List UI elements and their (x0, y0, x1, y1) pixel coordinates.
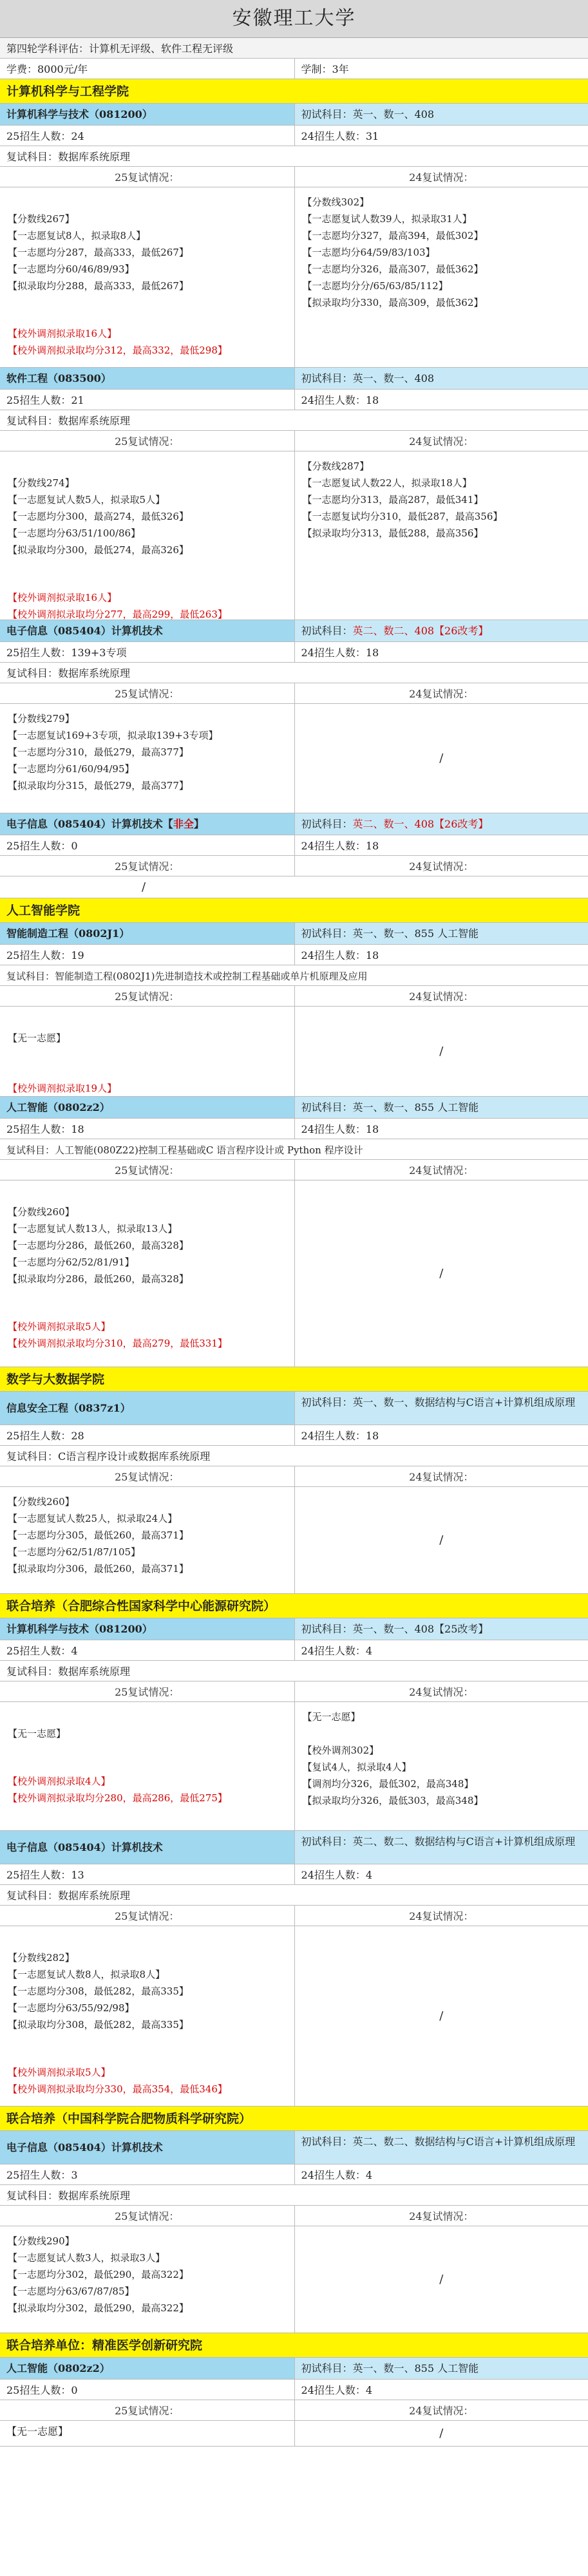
quota-row (0, 642, 588, 663)
quota-24: 24招生人数：4 (294, 1640, 588, 1660)
quota-24: 24招生人数：31 (294, 126, 588, 146)
program-name: 电子信息（085404）计算机技术【非全】 (0, 813, 294, 835)
program-name: 计算机科学与技术（081200） (0, 104, 294, 125)
retest-24-detail: / (294, 1180, 588, 1367)
retest-24-header: 24复试情况： (294, 1681, 588, 1701)
exam-subjects: 初试科目：英一、数一、408 (294, 368, 588, 389)
retest-25-header: 25复试情况： (115, 860, 180, 873)
quota-25: 25招生人数：139+3专项 (6, 647, 127, 659)
retest-24-header: 24复试情况： (294, 1160, 588, 1180)
retest-24-detail: / (294, 1926, 588, 2106)
program-row (0, 923, 588, 945)
program-name: 电子信息（085404）计算机技术 (0, 620, 294, 641)
retest-detail-row (0, 187, 588, 368)
quota-row (0, 2380, 588, 2400)
retest-row (0, 1446, 588, 1466)
quota-25: 25招生人数：24 (6, 130, 84, 142)
retest-detail-row (0, 1487, 588, 1594)
program-row (0, 2131, 588, 2164)
fee-row (0, 59, 588, 79)
quota-24: 24招生人数：18 (294, 945, 588, 965)
quota-25: 25招生人数：13 (6, 1869, 84, 1881)
retest-header-row (0, 431, 588, 451)
college-header (0, 1367, 588, 1392)
retest-25-detail: 【分数线260】 【一志愿复试人数25人，拟录取24人】 【一志愿均分305，最低260，最高371】 【一志愿均分62/51/87/105】 【拟录取均分306，最低260，最高371】 (8, 1496, 189, 1575)
program-row (0, 2358, 588, 2380)
quota-row (0, 1425, 588, 1446)
program-row (0, 1392, 588, 1425)
retest-detail-row (0, 876, 588, 898)
retest-detail-row (0, 1926, 588, 2107)
program-row (0, 104, 588, 126)
retest-25-header: 25复试情况： (115, 1686, 180, 1698)
retest-subject: 复试科目：数据库系统原理 (6, 2190, 131, 2202)
retest-detail-row (0, 451, 588, 620)
first-choice-stats: 【无一志愿】 (8, 1728, 66, 1739)
quota-row (0, 126, 588, 146)
quota-row (0, 835, 588, 856)
program-name: 软件工程（083500） (0, 368, 294, 389)
retest-subject: 复试科目：智能制造工程(0802J1)先进制造技术或控制工程基础或单片机原理及应用 (6, 971, 368, 982)
quota-25: 25招生人数：28 (6, 1430, 84, 1442)
retest-24-detail: / (294, 2226, 588, 2333)
program-name: 电子信息（085404）计算机技术 (0, 2131, 294, 2164)
college-title: 联合培养单位：精准医学创新研究院 (0, 2333, 588, 2357)
quota-25: 25招生人数：19 (6, 949, 84, 961)
quota-25: 25招生人数：18 (6, 1123, 84, 1135)
retest-25-detail: 【无一志愿】 (6, 2425, 69, 2438)
retest-detail-row (0, 2421, 588, 2447)
program-name: 人工智能（0802z2） (0, 1097, 294, 1118)
retest-25-header: 25复试情况： (115, 2405, 180, 2417)
retest-25-detail (0, 187, 294, 367)
quota-row (0, 2164, 588, 2185)
retest-subject: 复试科目：数据库系统原理 (6, 1889, 131, 1902)
retest-24-detail: 【无一志愿】 【校外调剂302】 【复试4人，拟录取4人】 【调剂均分326，最低302，最高348】 【拟录取均分326，最低303，最高348】 (294, 1702, 588, 1830)
retest-25-header: 25复试情况： (115, 688, 180, 700)
retest-25-header: 25复试情况： (115, 2210, 180, 2222)
program-name: 智能制造工程（0802J1） (0, 923, 294, 944)
program-row (0, 620, 588, 642)
quota-row (0, 1640, 588, 1661)
adjust-stats: 【校外调剂拟录取16人】 【校外调剂拟录取均分277，最高299，最低263】 (8, 592, 227, 620)
retest-24-header: 24复试情况： (294, 167, 588, 187)
quota-row (0, 1119, 588, 1139)
retest-detail-row (0, 1180, 588, 1367)
retest-24-detail: / (294, 1007, 588, 1096)
college-title: 数学与大数据学院 (0, 1367, 588, 1391)
quota-25: 25招生人数：21 (6, 394, 84, 406)
college-title: 计算机科学与工程学院 (0, 79, 588, 103)
retest-header-row (0, 1160, 588, 1180)
retest-detail-row (0, 704, 588, 813)
quota-25: 25招生人数：0 (6, 2384, 78, 2396)
retest-24-detail: 【分数线302】 【一志愿复试人数39人，拟录取31人】 【一志愿均分327，最高394，最低302】 【一志愿均分64/59/83/103】 【一志愿均分326，最高307，最低362】 【一志愿均分分/65/63/85/112】 【拟录取均分330，最高309，最低362】 (294, 187, 588, 367)
quota-25: 25招生人数：3 (6, 2169, 78, 2181)
retest-subject: 复试科目：数据库系统原理 (6, 151, 131, 163)
quota-24: 24招生人数：4 (294, 2164, 588, 2184)
retest-subject: 复试科目：数据库系统原理 (6, 415, 131, 427)
college-header (0, 898, 588, 923)
program-row (0, 1097, 588, 1119)
retest-row (0, 965, 588, 986)
retest-25-detail (0, 451, 294, 620)
eval-text: 第四轮学科评估：计算机无评级、软件工程无评级 (6, 43, 234, 55)
first-choice-stats: 【分数线260】 【一志愿复试人数13人，拟录取13人】 【一志愿均分286，最低260，最高328】 【一志愿均分62/52/81/91】 【拟录取均分286，最低260，最高328】 (8, 1206, 189, 1285)
program-row (0, 1618, 588, 1640)
retest-25-header: 25复试情况： (115, 1910, 180, 1922)
first-choice-stats: 【无一志愿】 (8, 1032, 66, 1044)
quota-25: 25招生人数：4 (6, 1645, 78, 1657)
retest-subject: 复试科目：数据库系统原理 (6, 667, 131, 679)
retest-header-row (0, 2206, 588, 2226)
quota-24: 24招生人数：18 (294, 1119, 588, 1139)
retest-header-row (0, 683, 588, 704)
duration-text: 学制：3年 (294, 59, 588, 79)
retest-row (0, 2185, 588, 2206)
college-header (0, 79, 588, 104)
exam-label: 初试科目： (301, 818, 353, 830)
college-title: 联合培养（合肥综合性国家科学中心能源研究院） (0, 1594, 588, 1618)
retest-detail: / (142, 880, 146, 894)
retest-header-row (0, 1466, 588, 1487)
retest-header-row (0, 856, 588, 876)
retest-row (0, 663, 588, 683)
retest-25-header: 25复试情况： (115, 435, 180, 448)
exam-label: 初试科目： (301, 625, 353, 637)
university-title: 安徽理工大学 (0, 0, 588, 38)
retest-24-header: 24复试情况： (294, 1466, 588, 1486)
retest-row (0, 1885, 588, 1906)
retest-24-detail: / (294, 704, 588, 813)
retest-25-detail (0, 1007, 294, 1096)
retest-25-header: 25复试情况： (115, 990, 180, 1003)
quota-25: 25招生人数：0 (6, 840, 78, 852)
retest-24-detail: 【分数线287】 【一志愿复试人数22人，拟录取18人】 【一志愿均分313，最高287，最低341】 【一志愿复试均分310，最低287，最高356】 【拟录取均分313，最低288，最高356】 (294, 451, 588, 620)
exam-subjects: 初试科目：英二、数二、数据结构与C语言+计算机组成原理 (294, 2131, 588, 2164)
retest-24-header: 24复试情况： (294, 856, 588, 876)
retest-row (0, 146, 588, 167)
retest-24-header: 24复试情况： (294, 1906, 588, 1926)
first-choice-stats: 【分数线274】 【一志愿复试人数5人，拟录取5人】 【一志愿均分300，最高274，最低326】 【一志愿均分63/51/100/86】 【拟录取均分300，最低274，最高326】 (8, 477, 189, 556)
adjust-stats: 【校外调剂拟录取5人】 【校外调剂拟录取均分310，最高279，最低331】 (8, 1321, 227, 1349)
quota-row (0, 945, 588, 965)
quota-24: 24招生人数：18 (294, 642, 588, 662)
quota-row (0, 1864, 588, 1885)
retest-header-row (0, 1681, 588, 1702)
quota-24: 24招生人数：4 (294, 2380, 588, 2400)
college-header (0, 1594, 588, 1618)
retest-24-detail: / (294, 1487, 588, 1593)
exam-subjects: 初试科目：英一、数一、855 人工智能 (294, 2358, 588, 2379)
quota-24: 24招生人数：18 (294, 390, 588, 410)
retest-detail-row (0, 2226, 588, 2333)
college-title: 人工智能学院 (0, 898, 588, 922)
program-name: 人工智能（0802z2） (0, 2358, 294, 2379)
retest-25-detail: 【分数线290】 【一志愿复试人数3人，拟录取3人】 【一志愿均分302，最低290，最高322】 【一志愿均分63/67/87/85】 【拟录取均分302，最低290，最高322】 (8, 2235, 189, 2314)
quota-24: 24招生人数：18 (294, 835, 588, 855)
quota-row (0, 390, 588, 410)
program-name: 电子信息（085404）计算机技术 (0, 1831, 294, 1864)
exam-subjects: 初试科目：英一、数一、855 人工智能 (294, 923, 588, 944)
retest-subject: 复试科目：C语言程序设计或数据库系统原理 (6, 1450, 211, 1463)
exam-subjects: 初试科目：英一、数一、408【25改考】 (294, 1618, 588, 1640)
retest-subject: 复试科目：人工智能(080Z22)控制工程基础或C 语言程序设计或 Python 程序设计 (6, 1144, 363, 1156)
retest-header-row (0, 2400, 588, 2421)
college-header (0, 2333, 588, 2358)
college-header (0, 2107, 588, 2131)
adjust-stats: 【校外调剂拟录取19人】 (8, 1083, 117, 1094)
fee-text: 学费：8000元/年 (6, 63, 88, 75)
adjust-stats: 【校外调剂拟录取4人】 【校外调剂拟录取均分280，最高286，最低275】 (8, 1776, 227, 1804)
first-choice-stats: 【分数线267】 【一志愿复试8人，拟录取8人】 【一志愿均分287，最高333，最低267】 【一志愿均分60/46/89/93】 【拟录取均分288，最高333，最低267】 (8, 213, 189, 292)
exam-value: 英二、数一、408【26改考】 (352, 818, 489, 830)
retest-25-detail: 【分数线279】 【一志愿复试169+3专项，拟录取139+3专项】 【一志愿均分310，最低279，最高377】 【一志愿均分61/60/94/95】 【拟录取均分315，最低279，最高377】 (8, 713, 218, 791)
adjust-stats: 【校外调剂拟录取5人】 【校外调剂拟录取均分330，最高354，最低346】 (8, 2067, 227, 2095)
retest-row (0, 1661, 588, 1681)
program-name: 计算机科学与技术（081200） (0, 1618, 294, 1640)
retest-25-detail (0, 1702, 294, 1830)
exam-subjects (294, 813, 588, 835)
exam-subjects: 初试科目：英一、数一、855 人工智能 (294, 1097, 588, 1118)
retest-row (0, 1139, 588, 1160)
retest-24-detail: / (294, 2421, 588, 2446)
retest-detail-row (0, 1702, 588, 1831)
program-row (0, 1831, 588, 1864)
retest-header-row (0, 167, 588, 187)
retest-25-header: 25复试情况： (115, 1164, 180, 1177)
first-choice-stats: 【分数线282】 【一志愿复试人数8人，拟录取8人】 【一志愿均分308，最低282，最高335】 【一志愿均分63/55/92/98】 【拟录取均分308，最低282，最高335】 (8, 1952, 189, 2031)
retest-24-header: 24复试情况： (294, 683, 588, 703)
exam-subjects: 初试科目：英一、数一、数据结构与C语言+计算机组成原理 (294, 1392, 588, 1425)
retest-24-header: 24复试情况： (294, 431, 588, 451)
exam-subjects (294, 620, 588, 641)
eval-row (0, 38, 588, 59)
retest-header-row (0, 1906, 588, 1926)
program-row (0, 813, 588, 835)
retest-25-detail (0, 1180, 294, 1367)
exam-subjects: 初试科目：英一、数一、408 (294, 104, 588, 125)
retest-25-detail (0, 1926, 294, 2106)
retest-24-header: 24复试情况： (294, 2400, 588, 2420)
retest-detail-row (0, 1007, 588, 1097)
exam-value: 英二、数二、408【26改考】 (352, 625, 489, 637)
adjust-stats: 【校外调剂拟录取16人】 【校外调剂拟录取均分312，最高332，最低298】 (8, 328, 227, 356)
quota-24: 24招生人数：18 (294, 1425, 588, 1445)
retest-row (0, 410, 588, 431)
retest-subject: 复试科目：数据库系统原理 (6, 1665, 131, 1678)
retest-25-header: 25复试情况： (115, 1471, 180, 1483)
exam-subjects: 初试科目：英二、数二、数据结构与C语言+计算机组成原理 (294, 1831, 588, 1864)
retest-header-row (0, 986, 588, 1007)
college-title: 联合培养（中国科学院合肥物质科学研究院） (0, 2107, 588, 2130)
retest-24-header: 24复试情况： (294, 2206, 588, 2226)
program-name: 信息安全工程（0837z1） (0, 1392, 294, 1425)
quota-24: 24招生人数：4 (294, 1864, 588, 1884)
program-row (0, 368, 588, 390)
retest-25-header: 25复试情况： (115, 171, 180, 184)
retest-24-header: 24复试情况： (294, 986, 588, 1006)
